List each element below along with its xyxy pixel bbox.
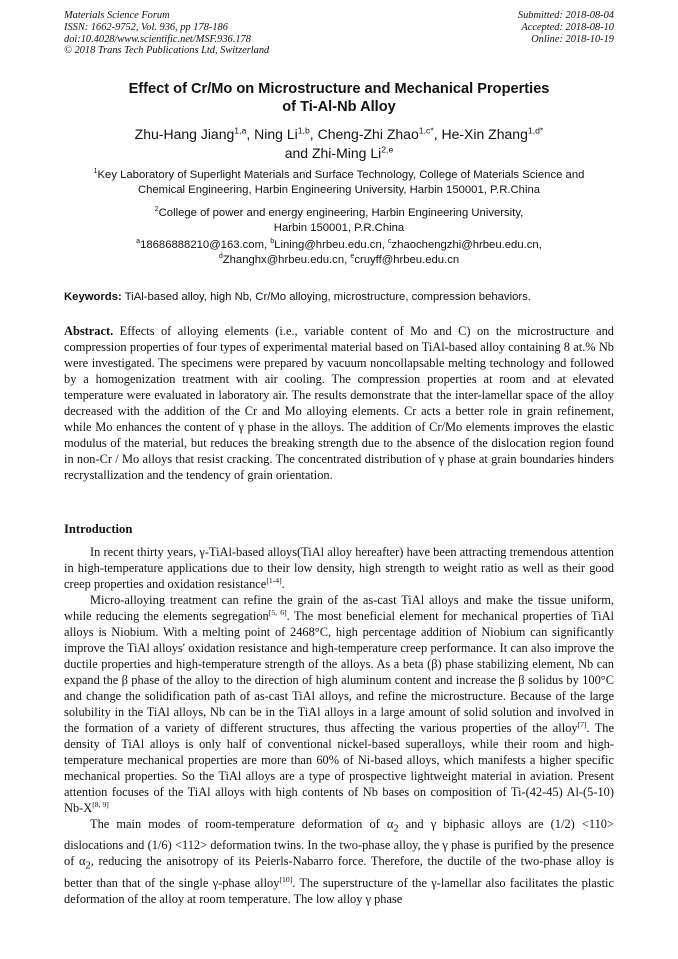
- title-line-2: of Ti-Al-Nb Alloy: [282, 99, 396, 115]
- author-name: Zhu-Hang Jiang: [134, 126, 235, 142]
- citation[interactable]: [10]: [279, 874, 293, 884]
- author-affiliation-mark: 1,a: [234, 125, 247, 136]
- paragraph-text: .: [281, 577, 285, 591]
- affiliation-number: 2: [154, 206, 159, 214]
- email-e[interactable]: cruyff@hrbeu.edu.cn: [354, 254, 460, 266]
- affiliation-2-line-2: Harbin 150001, P.R.China: [273, 222, 405, 234]
- email-d[interactable]: Zhanghx@hrbeu.edu.cn,: [222, 254, 351, 266]
- affiliation-number: 1: [93, 168, 98, 176]
- paragraph-text: . The density of TiAl alloys is only half of conventional nickel-based superalloys, while their room and high-temperature mechanical properties are more than 60% of Ni-based alloys, which manifests a higher specific mechanical properties. So the TiAl alloys are a type of prospective lightweight material in aviation. Present attention focuses of the TiAl alloys with high contents of Nb bases on composition of Ti-(42-45) Al-(5-10) Nb-X: [64, 721, 614, 815]
- email-b[interactable]: Lining@hrbeu.edu.cn,: [274, 239, 389, 251]
- author-line-2: [40, 144, 638, 163]
- email-mark: e: [350, 253, 355, 261]
- author-affiliation-mark: 1,d*: [527, 125, 544, 136]
- paragraph-text: and γ biphasic alloys are (1/2) <110> dislocations and (1/6) <112> deformation twins. In the two-phase alloy, the γ phase is purified by the presence of α: [64, 817, 614, 869]
- email-mark: d: [218, 253, 223, 261]
- accepted-date: Accepted: 2018-08-10: [521, 21, 614, 33]
- section-heading-introduction: Introduction: [64, 522, 133, 536]
- paragraph-text: Micro-alloying treatment can refine the grain of the as-cast TiAl alloys and make the tissue uniform, while reducing the elements segregation: [64, 593, 614, 623]
- paragraph: [64, 816, 614, 907]
- journal-name: Materials Science Forum: [64, 10, 170, 21]
- paragraph-text: . The superstructure of the γ-lamellar also facilitates the plastic deformation of the alloy at room temperature. The low alloy γ phase: [64, 875, 614, 906]
- keywords: [64, 290, 624, 304]
- author-affiliation-mark: 2,e: [381, 144, 394, 155]
- paragraph-text: . The most beneficial element for mechanical properties of TiAl alloys is Niobium. With a melting point of 2468°C, high percentage addition of Niobium can significantly improve the TiAl alloys' oxidation resistance and high-temperature creep performance. It can also improve the ductile properties and high-temperature strength of the alloys. As a beta (β) phase stabilizing element, Nb can expand the β phase of the alloy to the direction of high aluminum content and increase the β solidus by 100°C and change the solidification path of as-cast TiAl alloys, and refine the microstructure. Because of the large solubility in the TiAl alloys, Nb can be in the TiAl alloys in a large amount of solid solution and involved in the formation of a variety of different structures, thus affecting the various properties of the alloy: [64, 609, 614, 735]
- citation[interactable]: [1-4]: [266, 575, 282, 585]
- journal-header-right: [518, 10, 614, 45]
- paragraph: [64, 544, 614, 592]
- keywords-label: Keywords:: [64, 291, 122, 303]
- abstract-text: Effects of alloying elements (i.e., variable content of Mo and C) on the microstructure and compression properties of four types of experimental material based on TiAl-based alloy containing 8 at.% Nb were investigated. The specimens were prepared by vacuum noncollapsable melting technology and followed by a homogenization treatment with air cooling. The compression properties at room and at elevated temperature were evaluated in laboratory air. The results demonstrate that the inter-lamellar space of the alloy decreased with the addition of the Cr and Mo alloying elements. Cr acts a better role in grain refinement, while Mo enhances the content of γ phase in the alloys. The addition of Cr/Mo elements improves the elastic modulus of the material, but reduces the breaking strength due to the absence of the dislocation region found in non-Cr / Mo alloys that resist cracking. The concentrated distribution of γ phase at grain boundaries hinders recrystallization and the tendency of grain orientation.: [64, 324, 614, 482]
- author-name: He-Xin Zhang: [441, 126, 528, 142]
- journal-header-left: [64, 10, 269, 57]
- email-mark: a: [136, 238, 141, 246]
- citation[interactable]: [8, 9]: [92, 799, 109, 809]
- introduction-body: [64, 544, 614, 907]
- submitted-date: Submitted: 2018-08-04: [517, 10, 614, 21]
- author-name: Zhi-Ming Li: [311, 145, 382, 161]
- affiliation-1-line-1: [56, 168, 622, 183]
- author-list: [40, 125, 638, 163]
- paragraph-text: The main modes of room-temperature deformation of α: [90, 817, 394, 831]
- title-line-1: Effect of Cr/Mo on Microstructure and Mechanical Properties: [128, 81, 550, 97]
- journal-copyright: © 2018 Trans Tech Publications Ltd, Switzerland: [64, 45, 270, 57]
- author-conjunction: and: [284, 145, 312, 161]
- affiliation-1: [56, 168, 622, 198]
- citation[interactable]: [7]: [577, 719, 587, 729]
- paragraph-text: , reducing the anisotropy of its Peierls-Nabarro force. Therefore, the ductile of the two-phase alloy is better than that of the single γ-phase alloy: [64, 854, 614, 890]
- journal-doi: doi:10.4028/www.scientific.net/MSF.936.178: [64, 33, 251, 45]
- author-name: Cheng-Zhi Zhao: [317, 126, 419, 142]
- journal-issn: ISSN: 1662-9752, Vol. 936, pp 178-186: [64, 21, 228, 33]
- abstract: [64, 323, 614, 483]
- affiliation-1-line-2: Chemical Engineering, Harbin Engineering University, Harbin 150001, P.R.China: [137, 184, 541, 196]
- subscript: 2: [393, 823, 399, 835]
- keywords-text: TiAl-based alloy, high Nb, Cr/Mo alloying, microstructure, compression behaviors.: [121, 291, 531, 303]
- paper-title: [40, 80, 638, 116]
- emails-line-1: [56, 238, 622, 253]
- subscript: 2: [85, 860, 91, 872]
- author-emails: [56, 238, 622, 268]
- emails-line-2: [56, 253, 622, 268]
- online-date: Online: 2018-10-19: [531, 33, 614, 45]
- abstract-label: Abstract.: [64, 324, 114, 338]
- author-affiliation-mark: 1,b: [297, 125, 310, 136]
- affiliation-text: Key Laboratory of Superlight Materials and Surface Technology, College of Materials Science and: [97, 169, 585, 181]
- email-c[interactable]: zhaochengzhi@hrbeu.edu.cn,: [391, 239, 542, 251]
- email-a[interactable]: 18686888210@163.com,: [140, 239, 271, 251]
- email-mark: c: [388, 238, 392, 246]
- author-affiliation-mark: 1,c*: [418, 125, 434, 136]
- paragraph: [64, 592, 614, 816]
- author-line-1: Zhu-Hang Jiang$^{1,a}$, Ning Li$^{1,b}$, Cheng-Zhi Zhao$^{1,c*}$, He-Xin Zhang$^{1,d*}$: [134, 125, 544, 142]
- affiliation-2: [56, 206, 622, 236]
- author-name: Ning Li: [254, 126, 298, 142]
- citation[interactable]: [5, 6]: [268, 607, 287, 617]
- affiliation-text: College of power and energy engineering, Harbin Engineering University,: [158, 207, 524, 219]
- email-mark: b: [270, 238, 275, 246]
- paragraph-text: In recent thirty years, γ-TiAl-based alloys(TiAl alloy hereafter) have been attracting tremendous attention in high-temperature applications due to their low density, high strength to weight ratio as well as their good creep properties and oxidation resistance: [64, 545, 614, 591]
- affiliation-2-line-1: [56, 206, 622, 221]
